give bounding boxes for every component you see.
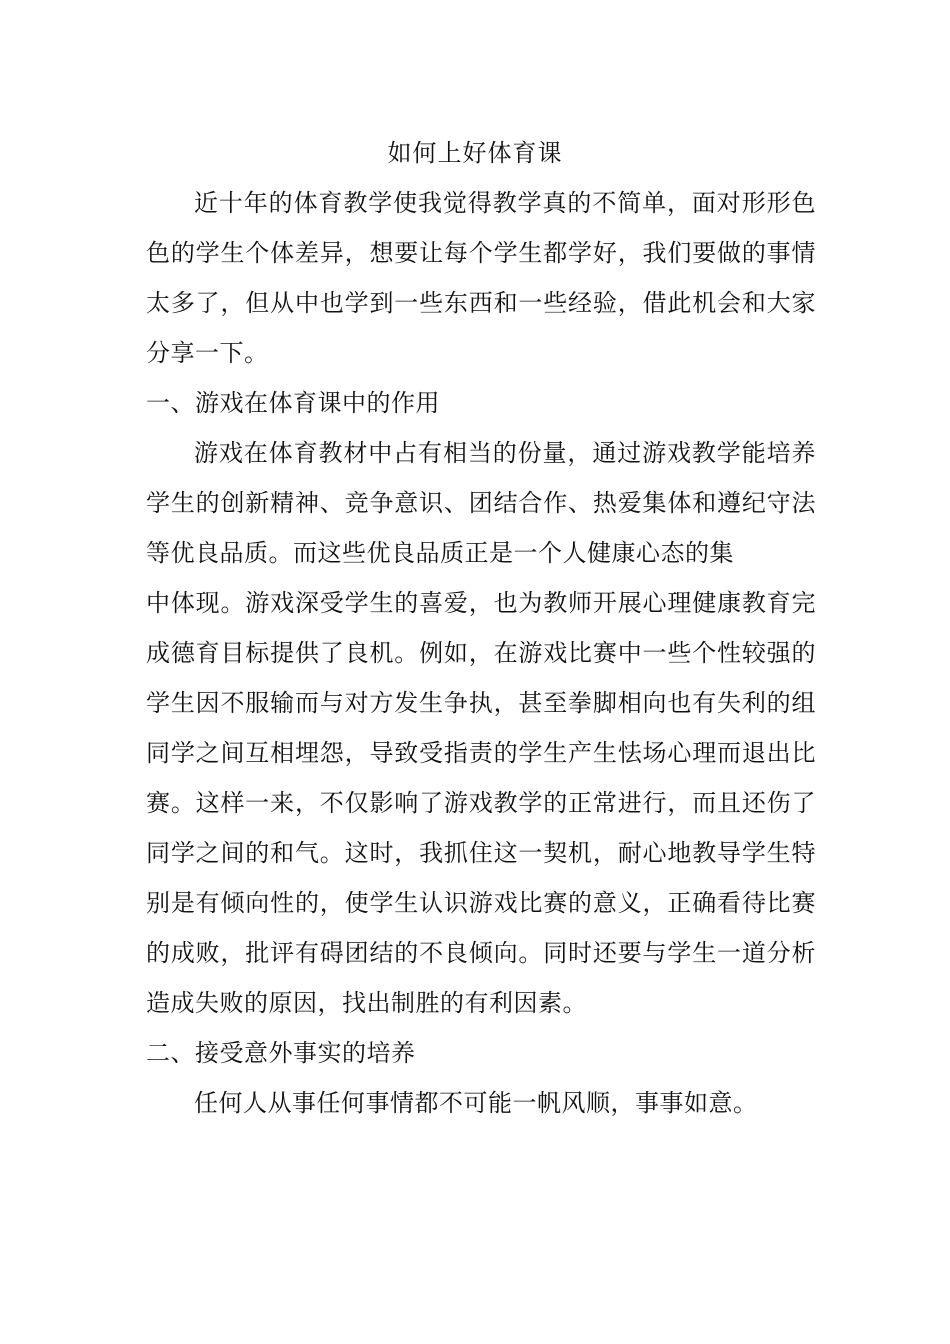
paragraph-games: 游戏在体育教材中占有相当的份量，通过游戏教学能培养学生的创新精神、竞争意识、团结合作、热爱集体和遵纪守法等优良品质。而这些优良品质正是一个人健康心态的集 [146, 439, 816, 567]
document-body [146, 178, 816, 1128]
paragraph-games-continued: 中体现。游戏深受学生的喜爱，也为教师开展心理健康教育完成德育目标提供了良机。例如，在游戏比赛中一些个性较强的学生因不服输而与对方发生争执，甚至拳脚相向也有失利的组同学之间互相埋怨，导致受指责的学生产生怯场心理而退出比赛。这样一来，不仅影响了游戏教学的正常进行，而且还伤了同学之间的和气。这时，我抓住这一契机，耐心地教导学生特别是有倾向性的，使学生认识游戏比赛的意义，正确看待比赛的成败，批评有碍团结的不良倾向。同时还要与学生一道分析造成失败的原因，找出制胜的有利因素。 [146, 589, 816, 1017]
section-heading-accept-accidents: 二、接受意外事实的培养 [146, 1039, 416, 1067]
section-heading-games: 一、游戏在体育课中的作用 [146, 389, 440, 417]
paragraph-accept-accidents: 任何人从事任何事情都不可能一帆风顺，事事如意。 [194, 1089, 758, 1117]
paragraph-intro: 近十年的体育教学使我觉得教学真的不简单，面对形形色色的学生个体差异，想要让每个学生都学好，我们要做的事情太多了，但从中也学到一些东西和一些经验，借此机会和大家分享一下。 [146, 189, 816, 367]
document-title: 如何上好体育课 [387, 139, 563, 167]
